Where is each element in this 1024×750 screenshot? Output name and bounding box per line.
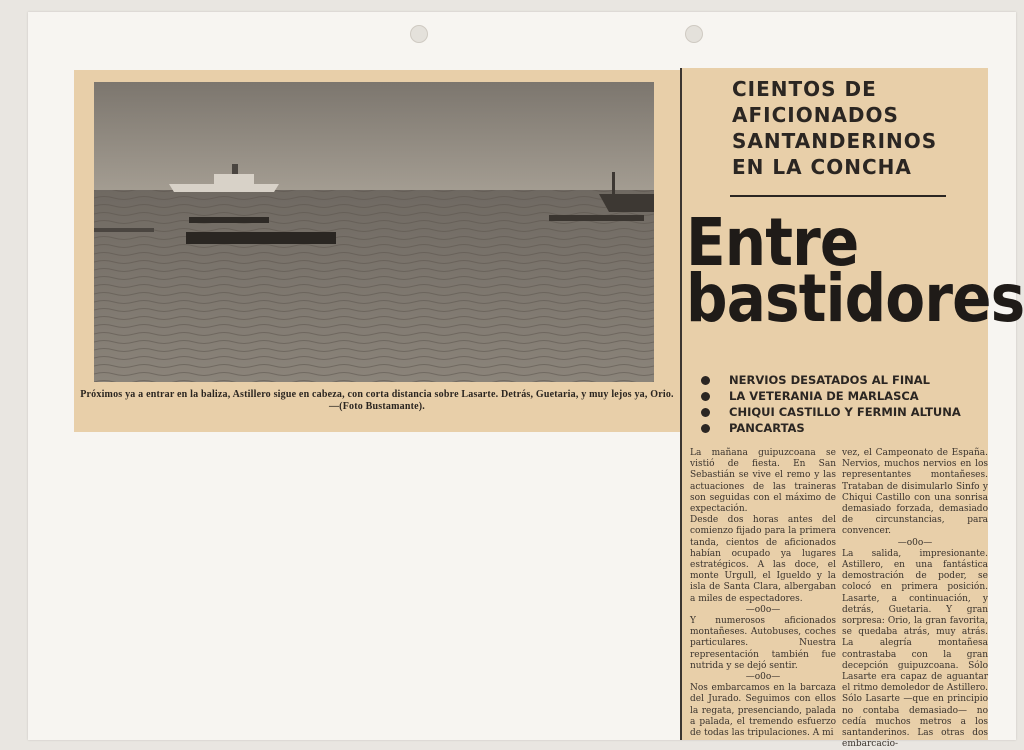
bullet-icon [701, 408, 710, 417]
kicker-line: EN LA CONCHA [732, 155, 912, 179]
kicker-line: CIENTOS DE [732, 77, 877, 101]
paragraph: Nos embarcamos en la barcaza del Jurado. Seguimos con ellos la regata, presenciando, palada a palada, el tremendo esfuerzo de todas las tripulaciones. A mi [690, 683, 836, 739]
bullet-icon [701, 376, 710, 385]
paragraph: vez, el Campeonato de España. Nervios, muchos nervios en los representantes montañeses. Trataban de disimularlo Sinfo y Chiqui Castillo con una sonrisa demasiado forzada, demasiado de circunstancias, para convencer. [842, 448, 988, 537]
paragraph: La salida, impresionante. Astillero, en una fantástica demostración de poder, se colocó en primera posición. Lasarte, a continuación, y detrás, Guetaria. Y gran sorpresa: Orio, la gran favorita, se quedaba atrás, muy atrás. La alegría montañesa contrastaba con la gran decepción guipuzcoana. Sólo Lasarte era capaz de aguantar el ritmo demoledor de Astillero. Sólo Lasarte —que en principio no contaba demasiado— no cedía muchos metros a los santanderinos. Las otras dos embarcacio- [842, 548, 988, 750]
article-headline [686, 204, 1024, 337]
regatta-photo [94, 82, 654, 382]
binder-hole [410, 25, 428, 43]
summary-item: NERVIOS DESATADOS AL FINAL [700, 372, 990, 388]
article-kicker [732, 76, 972, 180]
bullet-icon [701, 424, 710, 433]
article-column-2 [842, 448, 988, 750]
summary-list [700, 372, 990, 436]
paragraph: Y numerosos aficionados montañeses. Autobuses, coches particulares. Nuestra representación también fue nutrida y se dejó sentir. [690, 616, 836, 671]
section-separator: —o0o— [745, 672, 781, 683]
photo-caption: Próximos ya a entrar en la baliza, Astillero sigue en cabeza, con corta distancia sobre Lasarte. Detrás, Guetaria, y muy lejos ya, Orio.—(Foto Bustamante). [80, 389, 674, 412]
summary-item: CHIQUI CASTILLO Y FERMIN ALTUNA [700, 404, 990, 420]
summary-item: PANCARTAS [700, 420, 990, 436]
section-separator: —o0o— [897, 537, 933, 548]
kicker-line: SANTANDERINOS [732, 129, 938, 153]
kicker-divider [730, 195, 946, 197]
paragraph: Desde dos horas antes del comienzo fijado para la primera tanda, cientos de aficionados habían ocupado ya lugares estratégicos. A las doce, el monte Urgull, el Igueldo y la isla de Santa Clara, albergaban a miles de espectadores. [690, 515, 836, 604]
bullet-icon [701, 392, 710, 401]
summary-item: LA VETERANIA DE MARLASCA [700, 388, 990, 404]
binder-hole [685, 25, 703, 43]
headline-line: Entre [686, 204, 859, 281]
paragraph: La mañana guipuzcoana se vistió de fiesta. En San Sebastián se vive el remo y las actuaciones de las traineras son seguidas con el máximo de expectación. [690, 448, 836, 515]
article-column-1 [690, 448, 836, 739]
section-separator: —o0o— [745, 604, 781, 615]
headline-line: bastidores [686, 260, 1024, 337]
kicker-line: AFICIONADOS [732, 103, 899, 127]
regatta-photo-image [94, 82, 654, 382]
